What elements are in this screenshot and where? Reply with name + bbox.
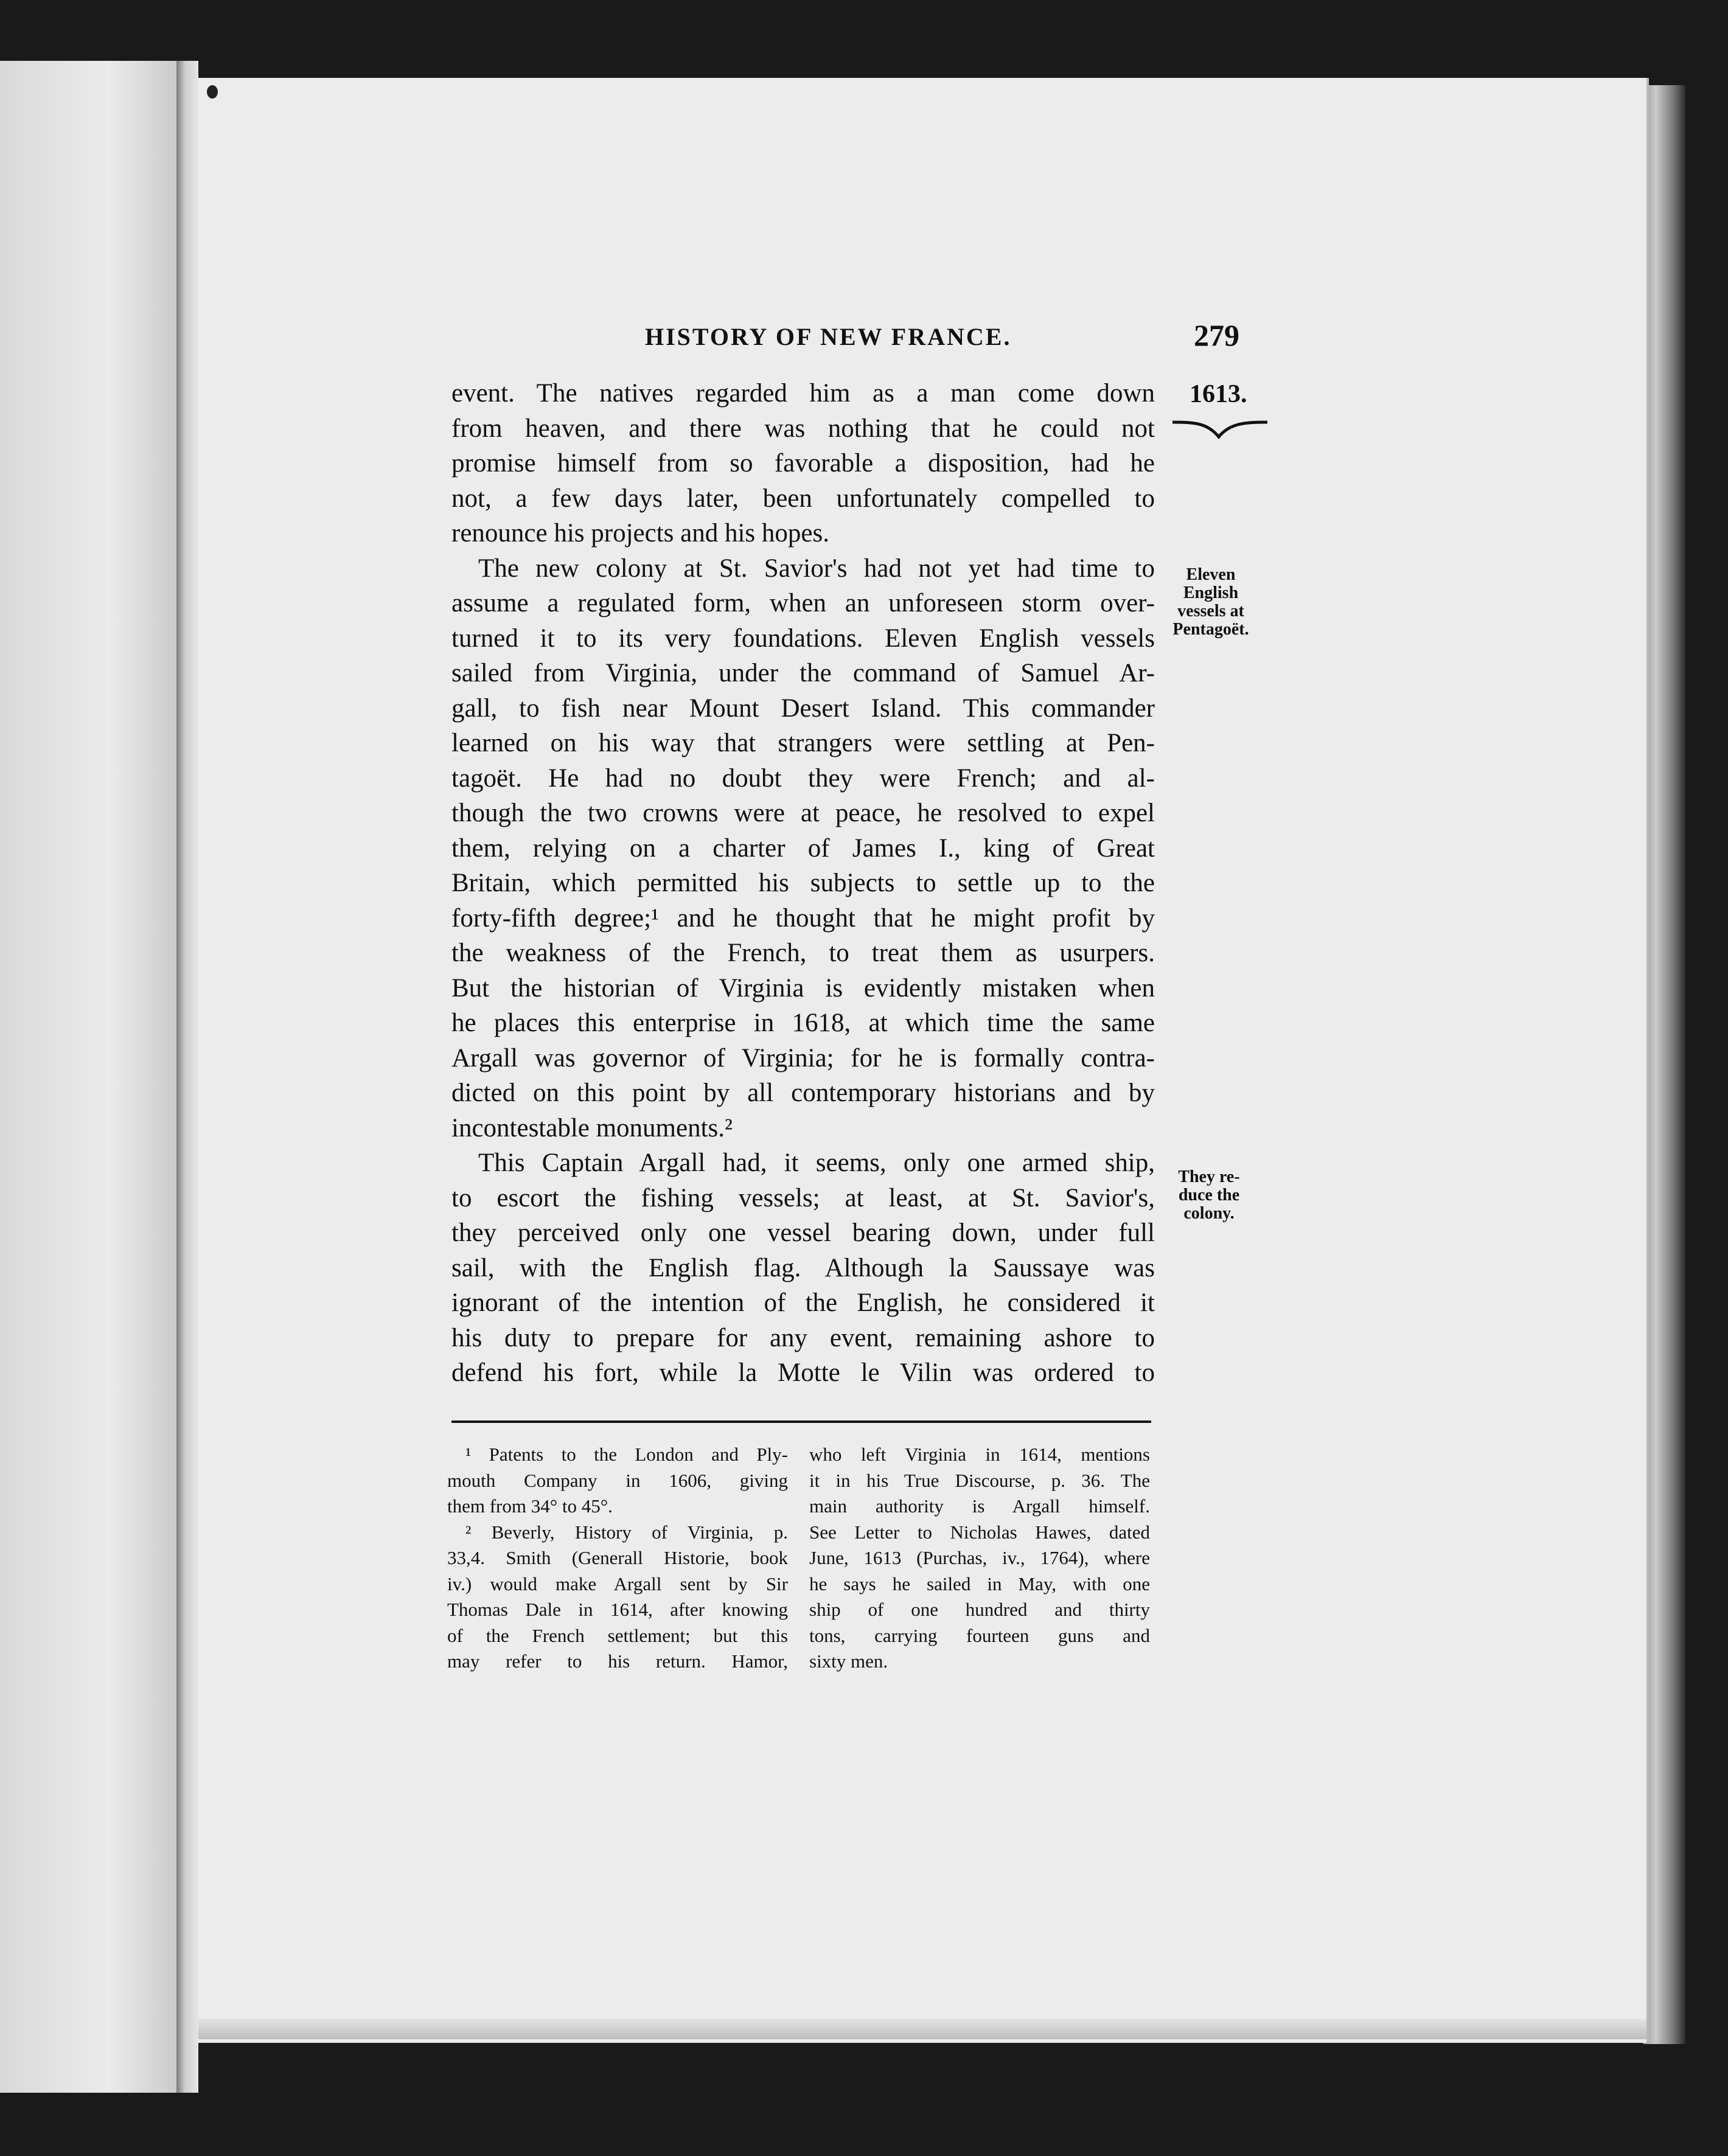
footnotes-left-column bbox=[447, 1442, 788, 1675]
page-number: 279 bbox=[1194, 318, 1239, 352]
body-line: though the two crowns were at peace, he resolved to expel bbox=[451, 799, 1155, 827]
body-line: Britain, which permitted his subjects to settle up to the bbox=[451, 869, 1155, 897]
margin-year: 1613. bbox=[1190, 380, 1247, 408]
footnote-line: tons, carrying fourteen guns and bbox=[809, 1624, 1150, 1646]
body-line: turned it to its very foundations. Eleven English vessels bbox=[451, 624, 1155, 653]
book-gutter bbox=[176, 61, 198, 2093]
body-line: sailed from Virginia, under the command of Samuel Ar- bbox=[451, 659, 1155, 687]
body-line: tagoët. He had no doubt they were French; and al- bbox=[451, 763, 1155, 793]
body-line: promise himself from so favorable a disposition, had he bbox=[451, 449, 1155, 478]
body-line: to escort the fishing vessels; at least, at St. Savior's, bbox=[451, 1183, 1155, 1212]
body-line: But the historian of Virginia is evidently mistaken when bbox=[451, 973, 1155, 1003]
body-line: renounce his projects and his hopes. bbox=[451, 519, 829, 548]
footnote-line: sixty men. bbox=[809, 1650, 888, 1672]
footnote-line: may refer to his return. Hamor, bbox=[447, 1650, 788, 1672]
footnote-line: ship of one hundred and thirty bbox=[809, 1599, 1150, 1620]
footnote-line: mouth Company in 1606, giving bbox=[447, 1469, 788, 1491]
body-line: Argall was governor of Virginia; for he is formally contra- bbox=[451, 1043, 1155, 1073]
footnote-line: See Letter to Nicholas Hawes, dated bbox=[809, 1521, 1150, 1543]
sidenote-line: English bbox=[1183, 583, 1239, 602]
footnote-line: main authority is Argall himself. bbox=[809, 1495, 1150, 1517]
ink-spot bbox=[207, 85, 218, 99]
body-line: incontestable monuments.² bbox=[451, 1113, 733, 1142]
body-line: the weakness of the French, to treat them as usurpers. bbox=[451, 939, 1155, 967]
body-line: from heaven, and there was nothing that he could not bbox=[451, 414, 1155, 443]
footnote-line: who left Virginia in 1614, mentions bbox=[809, 1444, 1150, 1465]
footnote-line: it in his True Discourse, p. 36. The bbox=[809, 1469, 1150, 1491]
footnote-line: them from 34° to 45°. bbox=[447, 1495, 613, 1517]
sidenote-line: duce the bbox=[1178, 1186, 1240, 1205]
body-line: learned on his way that strangers were settling at Pen- bbox=[451, 729, 1155, 757]
sidenote-line: Eleven bbox=[1186, 565, 1236, 584]
body-line: his duty to prepare for any event, remaining ashore to bbox=[451, 1323, 1155, 1352]
sidenote-line: They re- bbox=[1178, 1167, 1240, 1186]
body-line: forty-fifth degree;¹ and he thought that he might profit by bbox=[451, 903, 1155, 933]
sidenote-line: colony. bbox=[1183, 1204, 1235, 1223]
running-title: HISTORY OF NEW FRANCE. bbox=[645, 323, 1012, 350]
footnotes-right-column bbox=[809, 1442, 1150, 1675]
body-line: he places this enterprise in 1618, at which time the same bbox=[451, 1009, 1155, 1037]
body-line: assume a regulated form, when an unforeseen storm over- bbox=[451, 589, 1155, 617]
body-line: not, a few days later, been unfortunately compelled to bbox=[451, 484, 1155, 513]
body-text bbox=[451, 376, 1155, 1391]
left-page-leaf bbox=[0, 61, 183, 2093]
page-bottom-edge bbox=[198, 2019, 1646, 2039]
body-line: them, relying on a charter of James I., king of Great bbox=[451, 833, 1155, 863]
sidenote-line: vessels at bbox=[1177, 602, 1244, 621]
sidenote-line: Pentagoët. bbox=[1172, 620, 1249, 639]
footnote-line: ¹ Patents to the London and Ply- bbox=[465, 1444, 788, 1465]
body-line: gall, to fish near Mount Desert Island. This commander bbox=[451, 694, 1155, 723]
footnote-line: he says he sailed in May, with one bbox=[809, 1573, 1150, 1594]
footnote-rule bbox=[451, 1421, 1151, 1423]
body-line: ignorant of the intention of the English, he considered it bbox=[451, 1288, 1155, 1317]
footnote-line: of the French settlement; but this bbox=[447, 1624, 788, 1646]
body-line: defend his fort, while la Motte le Vilin was ordered to bbox=[451, 1358, 1155, 1387]
sidenote-eleven-vessels bbox=[1165, 566, 1256, 639]
footnote-line: June, 1613 (Purchas, iv., 1764), where bbox=[809, 1547, 1150, 1568]
footnote-line: Thomas Dale in 1614, after knowing bbox=[447, 1599, 788, 1620]
sidenote-reduce-colony bbox=[1163, 1168, 1255, 1223]
footnote-line: ² Beverly, History of Virginia, p. bbox=[465, 1521, 788, 1543]
body-line: event. The natives regarded him as a man come down bbox=[451, 379, 1155, 408]
body-line: sail, with the English flag. Although la Saussaye was bbox=[451, 1253, 1155, 1282]
page-stack-edge bbox=[1643, 85, 1685, 2044]
body-line: dicted on this point by all contemporary historians and by bbox=[451, 1079, 1155, 1107]
body-line: This Captain Argall had, it seems, only one armed ship, bbox=[478, 1149, 1155, 1177]
footnote-line: 33,4. Smith (Generall Historie, book bbox=[447, 1547, 788, 1568]
brace-icon bbox=[1171, 419, 1269, 443]
footnote-line: iv.) would make Argall sent by Sir bbox=[447, 1573, 788, 1594]
body-line: The new colony at St. Savior's had not yet had time to bbox=[478, 554, 1155, 583]
body-line: they perceived only one vessel bearing down, under full bbox=[451, 1219, 1155, 1247]
